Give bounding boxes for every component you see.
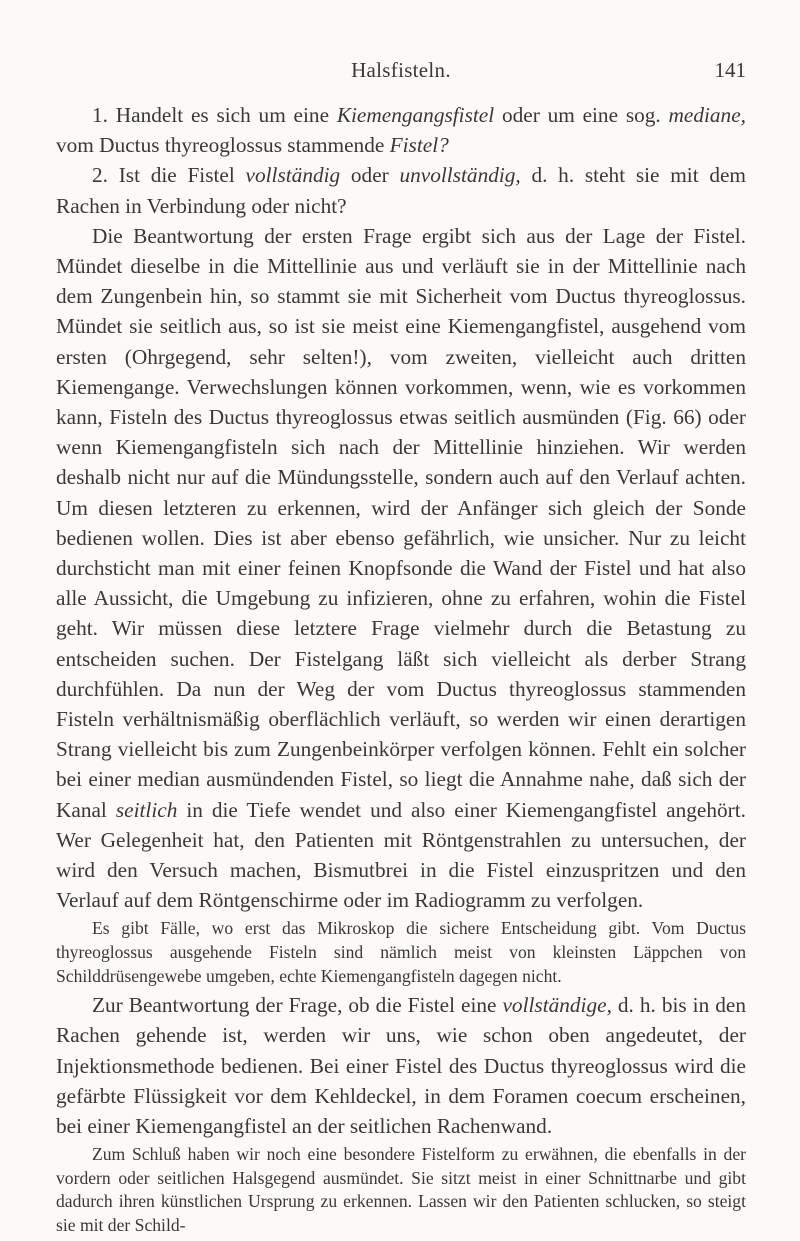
answer-second-question-paragraph bbox=[56, 990, 746, 1141]
text-segment: Die Beantwortung der ersten Frage ergibt sich aus der Lage der Fistel. Mündet dieselbe in die Mittellinie aus und verläuft sie in der Mittellinie nach dem Zungenbein hin, so stammt sie mit Sicherheit vom Ductus thyreoglossus. Mündet sie seitlich aus, so ist sie meist eine Kiemengangfistel, ausgehend vom ersten (Ohrgegend, sehr selten!), vom zweiten, vielleicht auch dritten Kiemengange. Verwechslungen können vorkommen, wenn, wie es vorkommen kann, Fisteln des Ductus thyreoglossus etwas seitlich ausmünden (Fig. 66) oder wenn Kiemengangfisteln sich nach der Mittellinie hinziehen. Wir werden deshalb nicht nur auf die Mündungsstelle, sondern auch auf den Verlauf achten. Um diesen letzteren zu erkennen, wird der Anfänger sich gleich der Sonde bedienen wollen. Dies ist aber ebenso gefährlich, wie unsicher. Nur zu leicht durchsticht man mit einer feinen Knopfsonde die Wand der Fistel und hat also alle Aussicht, die Umgebung zu infizieren, ohne zu erfahren, wohin die Fistel geht. Wir müssen diese letztere Frage vielmehr durch die Betastung zu entscheiden suchen. Der Fistelgang läßt sich vielleicht als derber Strang durchfühlen. Da nun der Weg der vom Ductus thyreoglossus stammenden Fisteln verhältnismäßig oberflächlich verläuft, so werden wir einen derartigen Strang vielleicht bis zum Zungenbeinkörper verfolgen können. Fehlt ein solcher bei einer median ausmündenden Fistel, so liegt die Annahme nahe, daß sich der Kanal bbox=[56, 223, 746, 822]
text-segment-italic: vollständig bbox=[245, 163, 341, 188]
text-segment: in die Tiefe wendet und also einer Kiemengangfistel angehört. Wer Gelegenheit hat, den Patienten mit Röntgenstrahlen zu untersuchen, der wird den Versuch machen, Bismutbrei in die Fistel einzuspritzen und den Verlauf auf dem Röntgenschirme oder im Radiogramm zu verfolgen. bbox=[56, 797, 746, 913]
running-title: Halsfisteln. bbox=[351, 58, 451, 82]
text-segment: d. h. steht sie mit dem Rachen in Verbindung oder nicht? bbox=[56, 163, 747, 218]
question-2-paragraph bbox=[56, 160, 746, 220]
text-segment: vom Ductus thyreoglossus stammende bbox=[56, 133, 390, 158]
answer-first-question-paragraph bbox=[56, 221, 746, 916]
text-segment: oder um eine sog. bbox=[494, 103, 669, 127]
text-segment: d. h. bis in den Rachen gehende ist, werden wir uns, wie schon oben angedeutet, der Injektionsmethode bedienen. Bei einer Fistel des Ductus thyreoglossus wird die gefärbte Flüssigkeit vor dem Kehldeckel, in dem Foramen coecum erscheinen, bei einer Kiemengangfistel an der seitlichen Rachenwand. bbox=[56, 993, 746, 1139]
text-segment-italic: mediane, bbox=[668, 103, 746, 127]
text-segment: 2. Ist die Fistel bbox=[92, 163, 246, 188]
text-segment: Zum Schluß haben wir noch eine besondere Fistelform zu erwähnen, die ebenfalls in der vordern oder seitlichen Halsgegend ausmündet. Sie sitzt meist in einer Schnittnarbe und gibt dadurch ihren künstlichen Ursprung zu erkennen. Lassen wir den Patienten schlucken, so steigt sie mit der Schild- bbox=[56, 1144, 746, 1236]
text-segment: 1. Handelt es sich um eine bbox=[92, 103, 337, 127]
text-segment-italic: Kiemengangsfistel bbox=[336, 103, 495, 127]
question-1-paragraph bbox=[56, 100, 746, 160]
text-segment-italic: Fistel? bbox=[389, 133, 449, 158]
page-header bbox=[56, 58, 746, 88]
text-segment-italic: unvollständig, bbox=[399, 163, 521, 188]
text-segment: oder bbox=[340, 163, 400, 188]
text-segment-italic: vollständige, bbox=[502, 993, 612, 1018]
page-number: 141 bbox=[714, 58, 746, 82]
text-segment: Zur Beantwortung der Frage, ob die Fistel eine bbox=[92, 993, 503, 1018]
body-text bbox=[56, 100, 746, 1238]
text-segment: Es gibt Fälle, wo erst das Mikroskop die sichere Entscheidung gibt. Vom Ductus thyreoglossus ausgehende Fisteln sind nämlich meist von kleinsten Läppchen von Schilddrüsengewebe umgeben, echte Kiemengangfisteln dagegen nicht. bbox=[56, 918, 746, 986]
microscope-note-paragraph bbox=[56, 917, 746, 988]
text-segment-italic: seitlich bbox=[115, 797, 178, 822]
closing-note-paragraph bbox=[56, 1143, 746, 1237]
